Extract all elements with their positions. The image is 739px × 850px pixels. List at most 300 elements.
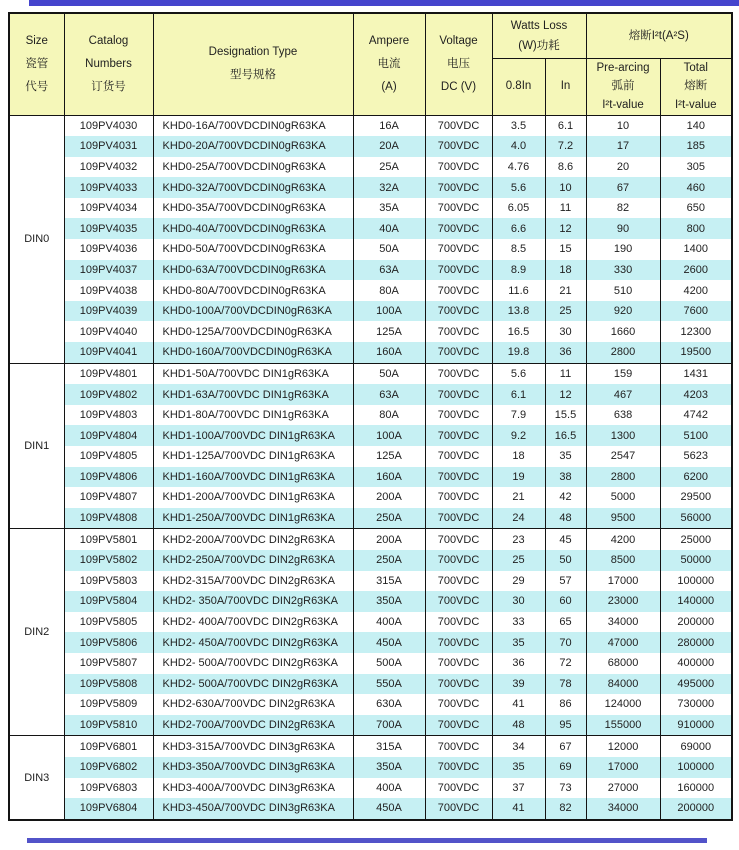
cell-ampere: 630A [353, 694, 425, 715]
cell-watts-in: 72 [545, 653, 586, 674]
cell-watts-in: 70 [545, 632, 586, 653]
table-row [9, 778, 732, 799]
cell-designation: KHD3-315A/700VDC DIN3gR63KA [153, 736, 353, 757]
cell-designation: KHD3-400A/700VDC DIN3gR63KA [153, 778, 353, 799]
col-group-watts-loss [492, 13, 586, 58]
cell-total-i2t: 200000 [660, 798, 732, 820]
cell-watts-08in: 34 [492, 736, 545, 757]
bottom-accent-bar [27, 838, 707, 843]
cell-prearcing-i2t: 920 [586, 301, 660, 322]
fuse-table-body [9, 115, 732, 820]
cell-catalog-number: 109PV5804 [64, 591, 153, 612]
cell-voltage: 700VDC [425, 405, 492, 426]
cell-total-i2t: 305 [660, 157, 732, 178]
table-row [9, 425, 732, 446]
header-designation-en: Designation Type [208, 46, 298, 59]
cell-designation: KHD2- 500A/700VDC DIN2gR63KA [153, 674, 353, 695]
cell-ampere: 32A [353, 177, 425, 198]
cell-catalog-number: 109PV5806 [64, 632, 153, 653]
table-row [9, 280, 732, 301]
cell-ampere: 16A [353, 115, 425, 136]
cell-catalog-number: 109PV6801 [64, 736, 153, 757]
cell-ampere: 550A [353, 674, 425, 695]
table-row [9, 674, 732, 695]
cell-watts-in: 15 [545, 239, 586, 260]
cell-ampere: 63A [353, 260, 425, 281]
cell-ampere: 80A [353, 280, 425, 301]
cell-designation: KHD0-125A/700VDCDIN0gR63KA [153, 321, 353, 342]
cell-ampere: 200A [353, 529, 425, 550]
cell-total-i2t: 2600 [660, 260, 732, 281]
cell-ampere: 450A [353, 632, 425, 653]
cell-total-i2t: 56000 [660, 508, 732, 529]
cell-designation: KHD0-80A/700VDCDIN0gR63KA [153, 280, 353, 301]
cell-prearcing-i2t: 34000 [586, 798, 660, 820]
table-row [9, 571, 732, 592]
header-designation-zh: 型号规格 [230, 69, 276, 82]
cell-total-i2t: 100000 [660, 571, 732, 592]
cell-catalog-number: 109PV5807 [64, 653, 153, 674]
table-row [9, 405, 732, 426]
cell-catalog-number: 109PV4803 [64, 405, 153, 426]
cell-voltage: 700VDC [425, 342, 492, 363]
cell-voltage: 700VDC [425, 612, 492, 633]
cell-catalog-number: 109PV4806 [64, 467, 153, 488]
cell-catalog-number: 109PV5805 [64, 612, 153, 633]
cell-watts-in: 78 [545, 674, 586, 695]
cell-watts-in: 36 [545, 342, 586, 363]
cell-prearcing-i2t: 67 [586, 177, 660, 198]
cell-watts-08in: 8.9 [492, 260, 545, 281]
cell-watts-08in: 5.6 [492, 363, 545, 384]
cell-catalog-number: 109PV4808 [64, 508, 153, 529]
cell-designation: KHD2-250A/700VDC DIN2gR63KA [153, 550, 353, 571]
cell-ampere: 40A [353, 218, 425, 239]
table-row [9, 715, 732, 736]
header-in-label: In [560, 80, 571, 93]
table-row [9, 157, 732, 178]
cell-ampere: 35A [353, 198, 425, 219]
cell-total-i2t: 12300 [660, 321, 732, 342]
cell-watts-08in: 13.8 [492, 301, 545, 322]
cell-designation: KHD2- 350A/700VDC DIN2gR63KA [153, 591, 353, 612]
header-voltage-en: Voltage [439, 34, 478, 47]
table-row [9, 550, 732, 571]
cell-prearcing-i2t: 27000 [586, 778, 660, 799]
cell-total-i2t: 495000 [660, 674, 732, 695]
table-row [9, 446, 732, 467]
cell-catalog-number: 109PV4038 [64, 280, 153, 301]
cell-prearcing-i2t: 467 [586, 384, 660, 405]
cell-voltage: 700VDC [425, 529, 492, 550]
header-prearcing-en: Pre-arcing [596, 61, 650, 74]
cell-designation: KHD3-350A/700VDC DIN3gR63KA [153, 757, 353, 778]
cell-watts-in: 15.5 [545, 405, 586, 426]
cell-watts-in: 42 [545, 487, 586, 508]
cell-ampere: 450A [353, 798, 425, 820]
cell-catalog-number: 109PV5803 [64, 571, 153, 592]
cell-catalog-number: 109PV4804 [64, 425, 153, 446]
header-i2t-label: 熔断I²t(A²S) [628, 29, 689, 42]
cell-prearcing-i2t: 10 [586, 115, 660, 136]
cell-ampere: 125A [353, 321, 425, 342]
cell-designation: KHD2- 400A/700VDC DIN2gR63KA [153, 612, 353, 633]
cell-prearcing-i2t: 34000 [586, 612, 660, 633]
cell-watts-08in: 19 [492, 467, 545, 488]
cell-watts-in: 16.5 [545, 425, 586, 446]
cell-ampere: 63A [353, 384, 425, 405]
cell-watts-in: 48 [545, 508, 586, 529]
cell-watts-08in: 24 [492, 508, 545, 529]
cell-total-i2t: 100000 [660, 757, 732, 778]
cell-catalog-number: 109PV6803 [64, 778, 153, 799]
cell-total-i2t: 200000 [660, 612, 732, 633]
cell-designation: KHD1-63A/700VDC DIN1gR63KA [153, 384, 353, 405]
cell-ampere: 350A [353, 591, 425, 612]
header-size-zh2: 代号 [25, 80, 49, 93]
header-voltage-zh: 电压 [447, 57, 470, 70]
cell-watts-in: 57 [545, 571, 586, 592]
header-size-en: Size [25, 34, 48, 47]
cell-watts-in: 7.2 [545, 136, 586, 157]
table-row [9, 301, 732, 322]
cell-watts-in: 65 [545, 612, 586, 633]
cell-designation: KHD0-100A/700VDCDIN0gR63KA [153, 301, 353, 322]
cell-watts-in: 86 [545, 694, 586, 715]
cell-designation: KHD1-160A/700VDC DIN1gR63KA [153, 467, 353, 488]
cell-designation: KHD0-160A/700VDCDIN0gR63KA [153, 342, 353, 363]
cell-total-i2t: 140000 [660, 591, 732, 612]
cell-designation: KHD2-700A/700VDC DIN2gR63KA [153, 715, 353, 736]
cell-catalog-number: 109PV4037 [64, 260, 153, 281]
cell-watts-08in: 35 [492, 757, 545, 778]
cell-total-i2t: 4203 [660, 384, 732, 405]
cell-watts-08in: 41 [492, 798, 545, 820]
table-header [9, 13, 732, 115]
col-header-watts-in [545, 58, 586, 115]
cell-voltage: 700VDC [425, 674, 492, 695]
header-catalog-zh: 订货号 [91, 80, 126, 93]
cell-ampere: 80A [353, 405, 425, 426]
cell-prearcing-i2t: 1300 [586, 425, 660, 446]
cell-total-i2t: 69000 [660, 736, 732, 757]
header-catalog-en1: Catalog [88, 34, 129, 47]
header-total-en: Total [683, 61, 708, 74]
table-row [9, 653, 732, 674]
cell-voltage: 700VDC [425, 321, 492, 342]
cell-ampere: 100A [353, 301, 425, 322]
cell-catalog-number: 109PV4032 [64, 157, 153, 178]
header-voltage-unit: DC (V) [440, 80, 477, 93]
table-row [9, 694, 732, 715]
cell-voltage: 700VDC [425, 508, 492, 529]
cell-prearcing-i2t: 47000 [586, 632, 660, 653]
cell-watts-in: 30 [545, 321, 586, 342]
cell-total-i2t: 650 [660, 198, 732, 219]
cell-prearcing-i2t: 82 [586, 198, 660, 219]
cell-watts-in: 11 [545, 198, 586, 219]
cell-voltage: 700VDC [425, 280, 492, 301]
cell-total-i2t: 6200 [660, 467, 732, 488]
table-row [9, 508, 732, 529]
cell-total-i2t: 280000 [660, 632, 732, 653]
cell-catalog-number: 109PV6802 [64, 757, 153, 778]
cell-catalog-number: 109PV4805 [64, 446, 153, 467]
cell-watts-08in: 23 [492, 529, 545, 550]
cell-voltage: 700VDC [425, 467, 492, 488]
cell-catalog-number: 109PV4031 [64, 136, 153, 157]
cell-ampere: 250A [353, 550, 425, 571]
cell-watts-08in: 9.2 [492, 425, 545, 446]
cell-watts-in: 25 [545, 301, 586, 322]
cell-ampere: 250A [353, 508, 425, 529]
header-prearcing-i2t: I²t-value [602, 98, 644, 111]
cell-ampere: 700A [353, 715, 425, 736]
cell-total-i2t: 5100 [660, 425, 732, 446]
cell-voltage: 700VDC [425, 301, 492, 322]
cell-watts-in: 6.1 [545, 115, 586, 136]
cell-voltage: 700VDC [425, 715, 492, 736]
cell-prearcing-i2t: 23000 [586, 591, 660, 612]
cell-prearcing-i2t: 8500 [586, 550, 660, 571]
cell-watts-08in: 5.6 [492, 177, 545, 198]
cell-watts-08in: 4.0 [492, 136, 545, 157]
cell-prearcing-i2t: 84000 [586, 674, 660, 695]
cell-designation: KHD2-630A/700VDC DIN2gR63KA [153, 694, 353, 715]
cell-ampere: 400A [353, 778, 425, 799]
table-row [9, 239, 732, 260]
col-header-voltage [425, 13, 492, 115]
table-row [9, 342, 732, 363]
cell-designation: KHD1-200A/700VDC DIN1gR63KA [153, 487, 353, 508]
col-header-designation [153, 13, 353, 115]
cell-voltage: 700VDC [425, 218, 492, 239]
cell-voltage: 700VDC [425, 487, 492, 508]
cell-catalog-number: 109PV4030 [64, 115, 153, 136]
cell-watts-08in: 35 [492, 632, 545, 653]
cell-total-i2t: 7600 [660, 301, 732, 322]
table-row [9, 591, 732, 612]
cell-ampere: 315A [353, 736, 425, 757]
cell-catalog-number: 109PV4802 [64, 384, 153, 405]
cell-ampere: 160A [353, 467, 425, 488]
cell-voltage: 700VDC [425, 591, 492, 612]
cell-designation: KHD0-25A/700VDCDIN0gR63KA [153, 157, 353, 178]
header-catalog-en2: Numbers [85, 57, 132, 70]
cell-voltage: 700VDC [425, 694, 492, 715]
header-total-i2t: I²t-value [674, 98, 717, 111]
cell-voltage: 700VDC [425, 550, 492, 571]
cell-catalog-number: 109PV4801 [64, 363, 153, 384]
top-accent-bar [29, 0, 739, 6]
cell-catalog-number: 109PV5810 [64, 715, 153, 736]
cell-watts-in: 45 [545, 529, 586, 550]
cell-voltage: 700VDC [425, 177, 492, 198]
table-row [9, 612, 732, 633]
cell-prearcing-i2t: 2800 [586, 342, 660, 363]
cell-catalog-number: 109PV4807 [64, 487, 153, 508]
cell-designation: KHD1-80A/700VDC DIN1gR63KA [153, 405, 353, 426]
cell-voltage: 700VDC [425, 736, 492, 757]
cell-watts-08in: 11.6 [492, 280, 545, 301]
cell-total-i2t: 19500 [660, 342, 732, 363]
cell-watts-in: 21 [545, 280, 586, 301]
cell-prearcing-i2t: 2547 [586, 446, 660, 467]
cell-voltage: 700VDC [425, 363, 492, 384]
cell-voltage: 700VDC [425, 425, 492, 446]
header-watts-zh: (W)功耗 [518, 39, 560, 52]
cell-catalog-number: 109PV4039 [64, 301, 153, 322]
cell-watts-in: 73 [545, 778, 586, 799]
cell-designation: KHD0-20A/700VDCDIN0gR63KA [153, 136, 353, 157]
cell-designation: KHD1-100A/700VDC DIN1gR63KA [153, 425, 353, 446]
cell-catalog-number: 109PV4034 [64, 198, 153, 219]
col-header-catalog [64, 13, 153, 115]
cell-voltage: 700VDC [425, 778, 492, 799]
header-prearcing-zh: 弧前 [611, 80, 635, 93]
cell-watts-in: 35 [545, 446, 586, 467]
table-row [9, 487, 732, 508]
cell-catalog-number: 109PV5808 [64, 674, 153, 695]
cell-prearcing-i2t: 159 [586, 363, 660, 384]
cell-prearcing-i2t: 330 [586, 260, 660, 281]
cell-ampere: 100A [353, 425, 425, 446]
cell-watts-in: 95 [545, 715, 586, 736]
cell-catalog-number: 109PV4040 [64, 321, 153, 342]
table-row [9, 632, 732, 653]
cell-watts-08in: 6.6 [492, 218, 545, 239]
cell-watts-08in: 37 [492, 778, 545, 799]
cell-watts-in: 11 [545, 363, 586, 384]
table-row [9, 757, 732, 778]
cell-ampere: 20A [353, 136, 425, 157]
cell-voltage: 700VDC [425, 198, 492, 219]
cell-ampere: 50A [353, 239, 425, 260]
cell-prearcing-i2t: 638 [586, 405, 660, 426]
cell-watts-08in: 25 [492, 550, 545, 571]
cell-designation: KHD1-125A/700VDC DIN1gR63KA [153, 446, 353, 467]
cell-designation: KHD0-32A/700VDCDIN0gR63KA [153, 177, 353, 198]
cell-voltage: 700VDC [425, 446, 492, 467]
cell-total-i2t: 140 [660, 115, 732, 136]
table-row [9, 529, 732, 550]
cell-voltage: 700VDC [425, 653, 492, 674]
cell-watts-08in: 6.1 [492, 384, 545, 405]
cell-prearcing-i2t: 1660 [586, 321, 660, 342]
size-group-cell: DIN2 [9, 529, 64, 736]
cell-watts-08in: 39 [492, 674, 545, 695]
cell-catalog-number: 109PV4035 [64, 218, 153, 239]
col-header-total [660, 58, 732, 115]
cell-voltage: 700VDC [425, 239, 492, 260]
cell-catalog-number: 109PV6804 [64, 798, 153, 820]
cell-watts-08in: 29 [492, 571, 545, 592]
cell-prearcing-i2t: 4200 [586, 529, 660, 550]
cell-catalog-number: 109PV4041 [64, 342, 153, 363]
col-header-ampere [353, 13, 425, 115]
table-row [9, 177, 732, 198]
cell-total-i2t: 160000 [660, 778, 732, 799]
table-row [9, 115, 732, 136]
cell-catalog-number: 109PV5801 [64, 529, 153, 550]
col-header-prearcing [586, 58, 660, 115]
cell-voltage: 700VDC [425, 571, 492, 592]
cell-prearcing-i2t: 90 [586, 218, 660, 239]
col-group-i2t [586, 13, 732, 58]
cell-watts-08in: 41 [492, 694, 545, 715]
cell-watts-08in: 16.5 [492, 321, 545, 342]
cell-watts-in: 38 [545, 467, 586, 488]
cell-watts-08in: 36 [492, 653, 545, 674]
cell-watts-08in: 3.5 [492, 115, 545, 136]
col-header-size [9, 13, 64, 115]
header-ampere-zh: 电流 [377, 57, 401, 70]
size-group-cell: DIN1 [9, 363, 64, 529]
cell-total-i2t: 730000 [660, 694, 732, 715]
cell-voltage: 700VDC [425, 757, 492, 778]
table-row [9, 260, 732, 281]
cell-ampere: 350A [353, 757, 425, 778]
cell-ampere: 160A [353, 342, 425, 363]
header-ampere-en: Ampere [368, 34, 410, 47]
table-row [9, 218, 732, 239]
cell-total-i2t: 50000 [660, 550, 732, 571]
cell-prearcing-i2t: 510 [586, 280, 660, 301]
cell-total-i2t: 400000 [660, 653, 732, 674]
cell-watts-08in: 7.9 [492, 405, 545, 426]
cell-voltage: 700VDC [425, 384, 492, 405]
cell-watts-08in: 6.05 [492, 198, 545, 219]
fuse-spec-table [8, 12, 733, 821]
header-size-zh1: 瓷管 [25, 57, 49, 70]
header-08in-label: 0.8In [505, 80, 532, 93]
cell-designation: KHD3-450A/700VDC DIN3gR63KA [153, 798, 353, 820]
cell-ampere: 315A [353, 571, 425, 592]
cell-total-i2t: 800 [660, 218, 732, 239]
cell-watts-in: 82 [545, 798, 586, 820]
cell-catalog-number: 109PV5809 [64, 694, 153, 715]
cell-designation: KHD0-16A/700VDCDIN0gR63KA [153, 115, 353, 136]
cell-total-i2t: 5623 [660, 446, 732, 467]
header-total-zh: 熔断 [684, 80, 708, 93]
cell-designation: KHD1-250A/700VDC DIN1gR63KA [153, 508, 353, 529]
cell-designation: KHD2-315A/700VDC DIN2gR63KA [153, 571, 353, 592]
cell-prearcing-i2t: 190 [586, 239, 660, 260]
header-ampere-unit: (A) [381, 80, 397, 93]
table-row [9, 798, 732, 820]
cell-watts-in: 60 [545, 591, 586, 612]
cell-total-i2t: 460 [660, 177, 732, 198]
cell-watts-08in: 30 [492, 591, 545, 612]
cell-total-i2t: 910000 [660, 715, 732, 736]
cell-ampere: 25A [353, 157, 425, 178]
cell-designation: KHD2- 500A/700VDC DIN2gR63KA [153, 653, 353, 674]
cell-watts-in: 50 [545, 550, 586, 571]
cell-ampere: 500A [353, 653, 425, 674]
table-row [9, 363, 732, 384]
cell-prearcing-i2t: 17 [586, 136, 660, 157]
cell-ampere: 400A [353, 612, 425, 633]
size-group-cell: DIN3 [9, 736, 64, 820]
cell-prearcing-i2t: 20 [586, 157, 660, 178]
cell-voltage: 700VDC [425, 136, 492, 157]
cell-total-i2t: 1431 [660, 363, 732, 384]
table-row [9, 321, 732, 342]
table-row [9, 384, 732, 405]
cell-total-i2t: 4200 [660, 280, 732, 301]
cell-prearcing-i2t: 5000 [586, 487, 660, 508]
cell-watts-in: 12 [545, 384, 586, 405]
